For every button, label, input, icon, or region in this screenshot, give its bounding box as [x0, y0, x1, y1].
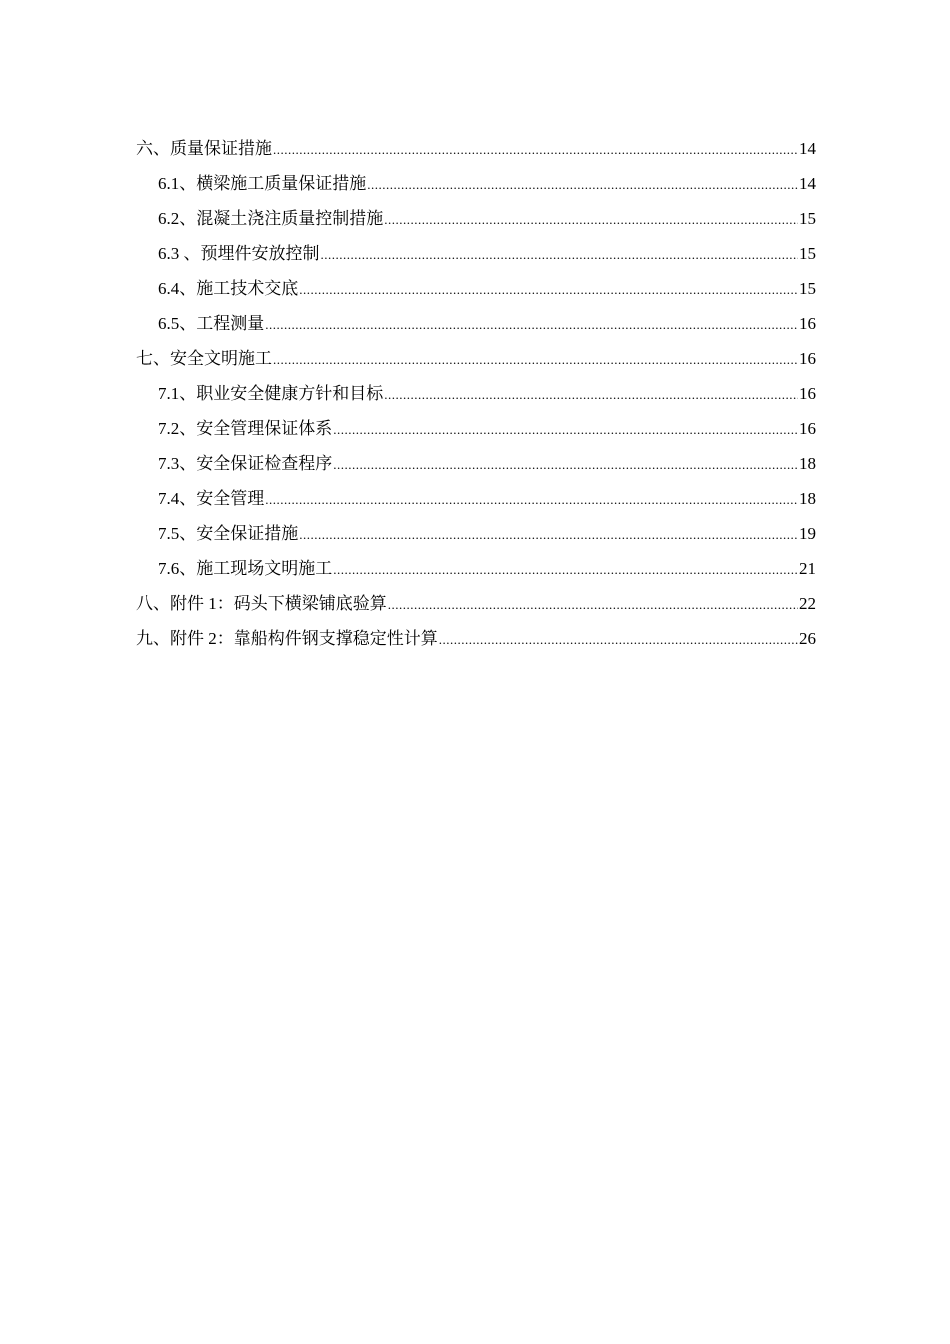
toc-entry-title: 6.2、混凝土浇注质量控制措施 [158, 209, 384, 228]
toc-dot-leader [388, 587, 798, 622]
toc-page-number: 16 [799, 349, 816, 368]
toc-dot-leader [384, 202, 798, 237]
toc-page-number: 16 [799, 384, 816, 403]
toc-page-number: 16 [799, 419, 816, 438]
toc-page-number: 16 [799, 314, 816, 333]
toc-entry-title: 7.1、职业安全健康方针和目标 [158, 384, 384, 403]
table-of-contents [136, 131, 816, 656]
toc-dot-leader [299, 272, 798, 307]
toc-entry-title: 6.3 、预埋件安放控制 [158, 244, 320, 263]
toc-dot-leader [273, 132, 798, 167]
toc-entry-title: 7.5、安全保证措施 [158, 524, 299, 543]
toc-page-number: 15 [799, 209, 816, 228]
toc-entry-title: 七、安全文明施工 [136, 349, 272, 368]
toc-page-number: 18 [799, 454, 816, 473]
toc-entry[interactable] [136, 551, 816, 586]
toc-entry-title: 八、附件 1：码头下横梁铺底验算 [136, 594, 387, 613]
toc-page-number: 14 [799, 174, 816, 193]
toc-entry[interactable] [136, 166, 816, 201]
toc-entry[interactable] [136, 516, 816, 551]
toc-entry-title: 6.1、横梁施工质量保证措施 [158, 174, 367, 193]
toc-entry-title: 7.6、施工现场文明施工 [158, 559, 333, 578]
toc-page-number: 19 [799, 524, 816, 543]
toc-entry-title: 九、附件 2：靠船构件钢支撑稳定性计算 [136, 629, 438, 648]
toc-entry-title: 6.5、工程测量 [158, 314, 265, 333]
toc-page-number: 15 [799, 244, 816, 263]
toc-entry[interactable] [136, 411, 816, 446]
toc-dot-leader [273, 342, 798, 377]
toc-dot-leader [321, 237, 799, 272]
toc-dot-leader [333, 552, 798, 587]
toc-page-number: 14 [799, 139, 816, 158]
toc-entry[interactable] [136, 131, 816, 166]
toc-dot-leader [265, 482, 798, 517]
toc-entry[interactable] [136, 341, 816, 376]
toc-entry[interactable] [136, 201, 816, 236]
toc-entry[interactable] [136, 621, 816, 656]
toc-entry[interactable] [136, 376, 816, 411]
toc-entry[interactable] [136, 306, 816, 341]
toc-dot-leader [265, 307, 798, 342]
toc-dot-leader [439, 622, 798, 657]
toc-dot-leader [333, 447, 798, 482]
toc-entry-title: 六、质量保证措施 [136, 139, 272, 158]
toc-entry[interactable] [136, 481, 816, 516]
toc-entry-title: 7.4、安全管理 [158, 489, 265, 508]
toc-entry-title: 7.2、安全管理保证体系 [158, 419, 333, 438]
toc-page-number: 22 [799, 594, 816, 613]
toc-dot-leader [299, 517, 798, 552]
toc-dot-leader [367, 167, 798, 202]
toc-entry[interactable] [136, 271, 816, 306]
toc-entry-title: 6.4、施工技术交底 [158, 279, 299, 298]
toc-dot-leader [384, 377, 798, 412]
toc-page-number: 15 [799, 279, 816, 298]
toc-page-number: 18 [799, 489, 816, 508]
toc-page-number: 21 [799, 559, 816, 578]
toc-entry-title: 7.3、安全保证检查程序 [158, 454, 333, 473]
toc-page-number: 26 [799, 629, 816, 648]
toc-entry[interactable] [136, 446, 816, 481]
toc-entry[interactable] [136, 586, 816, 621]
toc-dot-leader [333, 412, 798, 447]
toc-entry[interactable] [136, 236, 816, 271]
